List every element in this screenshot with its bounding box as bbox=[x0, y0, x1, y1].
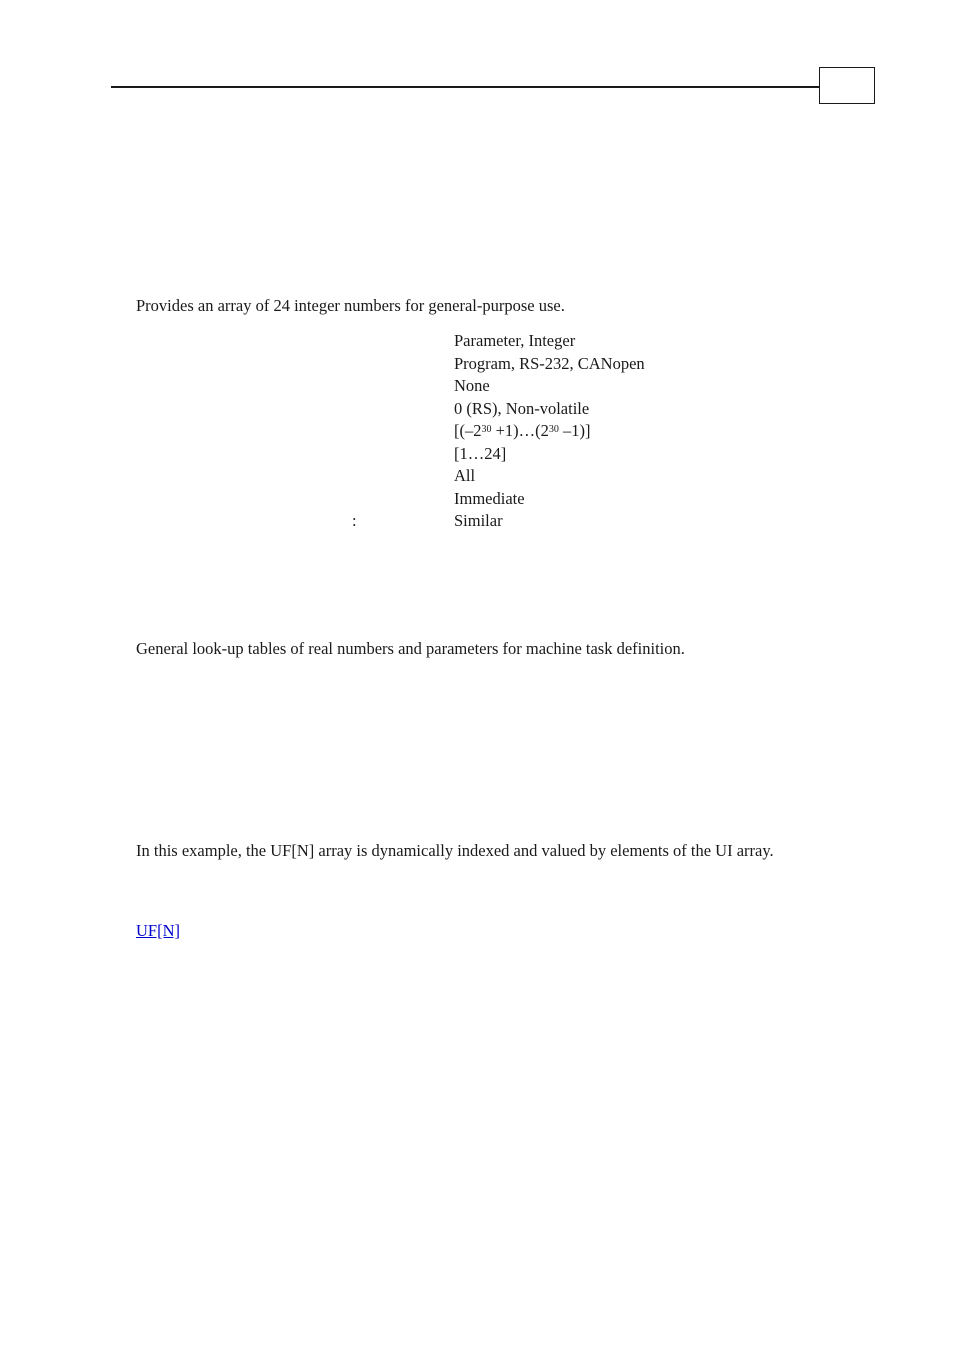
page-number-box bbox=[819, 67, 875, 104]
attr-restrictions: None bbox=[454, 376, 490, 395]
attr-similar: Similar bbox=[454, 511, 503, 530]
attr-unit-modes: All bbox=[454, 466, 476, 485]
example-text: In this example, the UF[N] array is dynamically indexed and valued by elements of the UI array. bbox=[136, 841, 774, 860]
related-command-link[interactable]: UF[N] bbox=[136, 921, 180, 940]
range-part2: +1)…(2 bbox=[491, 421, 549, 440]
range-part3: –1)] bbox=[558, 421, 591, 440]
range-exp1: 30 bbox=[481, 424, 492, 435]
range-part1: [(–2 bbox=[454, 421, 482, 440]
header-rule bbox=[111, 86, 820, 88]
uses-text: General look-up tables of real numbers and parameters for machine task definition. bbox=[136, 639, 685, 658]
attr-range bbox=[454, 420, 645, 443]
range-exp2: 30 bbox=[548, 424, 559, 435]
attr-similar-colon: : bbox=[352, 511, 357, 530]
attr-activation: Immediate bbox=[454, 488, 525, 508]
attr-source: Program, RS-232, CANopen bbox=[454, 353, 645, 373]
attr-index: [1…24] bbox=[454, 443, 507, 463]
attr-type: Parameter, Integer bbox=[454, 331, 576, 350]
attr-default: 0 (RS), Non-volatile bbox=[454, 398, 590, 418]
attribute-values bbox=[454, 330, 645, 533]
description-text: Provides an array of 24 integer numbers for general-purpose use. bbox=[136, 296, 565, 315]
